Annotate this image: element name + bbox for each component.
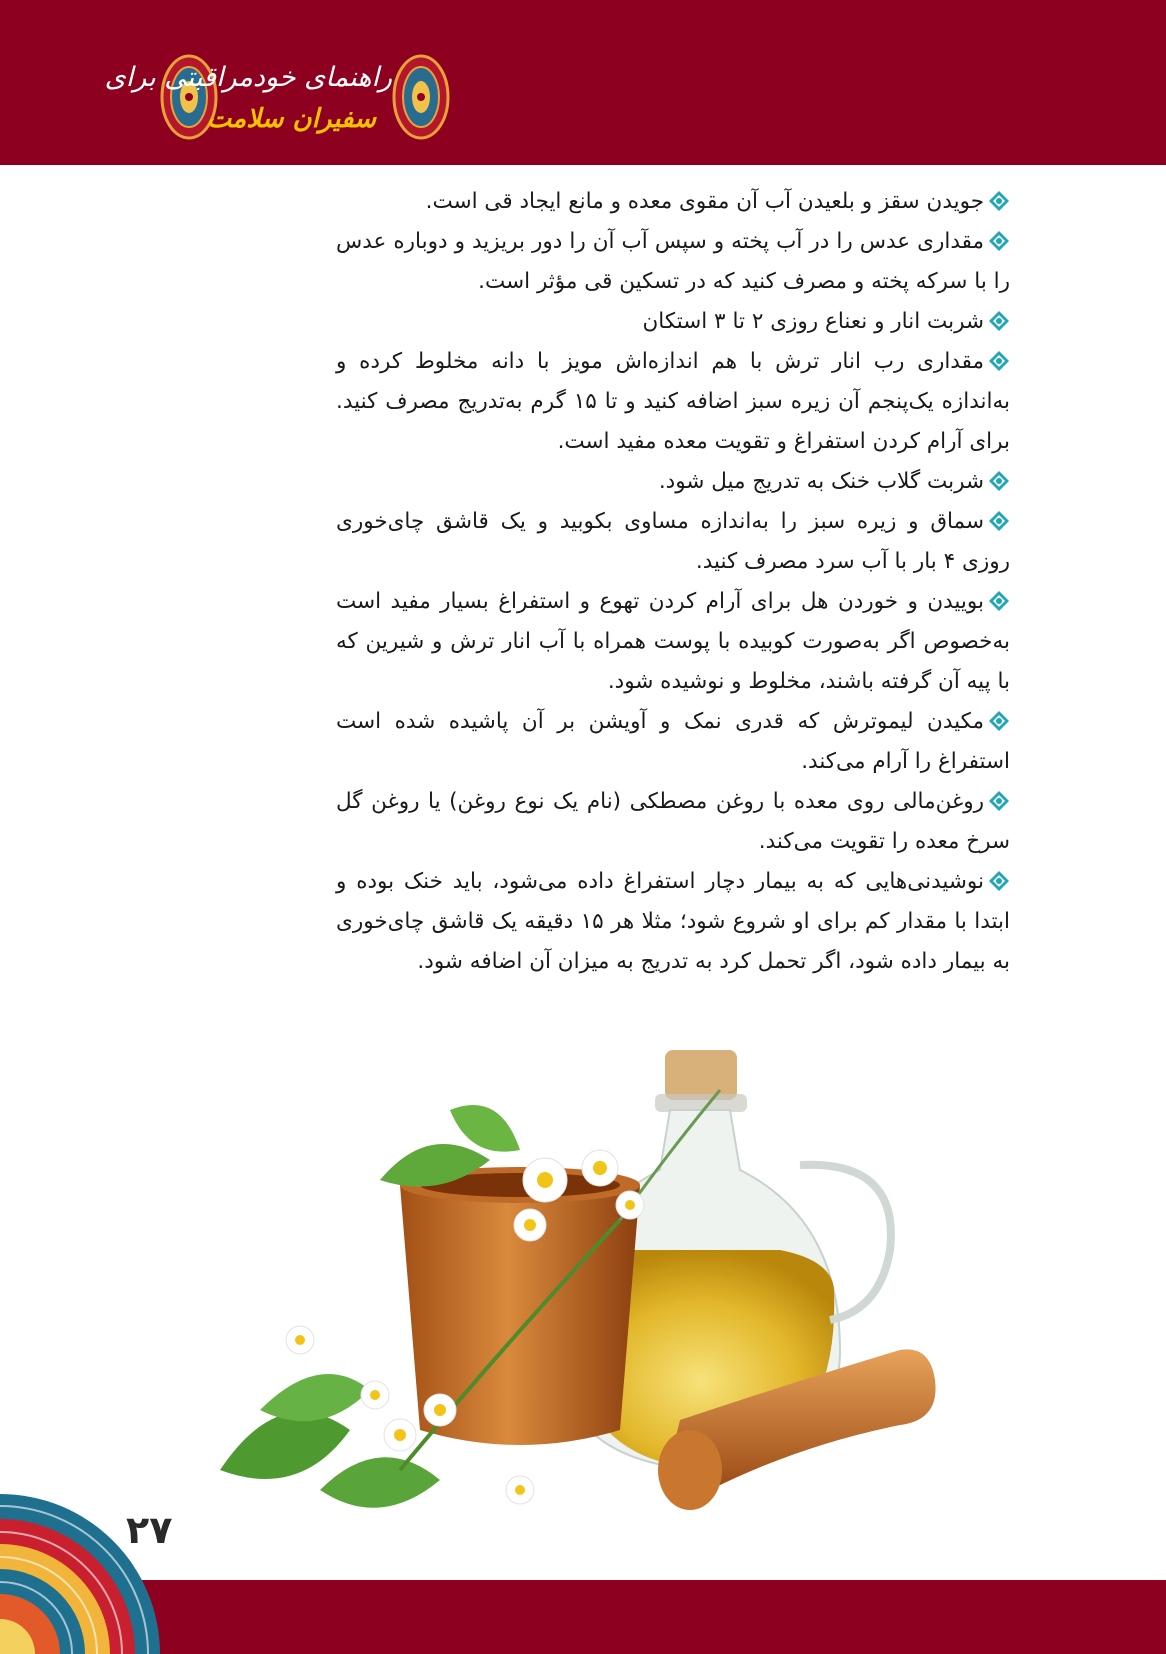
remedy-item [336, 302, 1010, 342]
remedy-item [336, 462, 1010, 502]
remedy-item [336, 702, 1010, 782]
diamond-bullet-icon [988, 190, 1010, 212]
diamond-bullet-icon [988, 470, 1010, 492]
remedy-item [336, 502, 1010, 582]
logo-subtitle: سفیران سلامت [206, 104, 376, 134]
diamond-bullet-icon [988, 710, 1010, 732]
page-number: ۲۷ [126, 1508, 173, 1552]
diamond-bullet-icon [988, 350, 1010, 372]
remedy-text: سماق و زیره سبز را به‌اندازه مساوی بکوبید و یک قاشق چای‌خوری روزی ۴ بار با آب سرد مصرف کنید. [336, 509, 1010, 574]
book-logo [104, 52, 416, 152]
logo-title: راهنمای خودمراقبتی برای [104, 62, 392, 93]
remedy-item [336, 582, 1010, 702]
header-band [0, 0, 1166, 165]
remedy-text: مکیدن لیموترش که قدری نمک و آویشن بر آن پاشیده شده است استفراغ را آرام می‌کند. [336, 709, 1010, 774]
diamond-bullet-icon [988, 870, 1010, 892]
remedy-text: بوییدن و خوردن هل برای آرام کردن تهوع و استفراغ بسیار مفید است به‌خصوص اگر به‌صورت کوبیده با پوست همراه با آب انار ترش و شیرین که با پیه آن گرفته باشند، مخلوط و نوشیده شود. [336, 589, 1010, 694]
remedy-item [336, 782, 1010, 862]
diamond-bullet-icon [988, 510, 1010, 532]
remedy-text: روغن‌مالی روی معده با روغن مصطکی (نام یک نوع روغن) یا روغن گل سرخ معده را تقویت می‌کند. [336, 789, 1010, 854]
remedy-text: مقداری رب انار ترش با هم اندازه‌اش مویز با دانه مخلوط کرده و به‌اندازه یک‌پنجم آن زیره سبز اضافه کنید و تا ۱۵ گرم به‌تدریج مصرف کنید. برای آرام کردن استفراغ و تقویت معده مفید است. [336, 349, 1010, 454]
herbal-remedies-photo [200, 1050, 1000, 1580]
corner-mandala-icon [0, 1490, 173, 1654]
diamond-bullet-icon [988, 310, 1010, 332]
remedy-item [336, 182, 1010, 222]
remedy-item [336, 222, 1010, 302]
diamond-bullet-icon [988, 590, 1010, 612]
footer-band [0, 1580, 1166, 1654]
logo-medallion-right-icon [392, 54, 450, 140]
diamond-bullet-icon [988, 230, 1010, 252]
remedy-text: شربت گلاب خنک به تدریج میل شود. [658, 469, 984, 494]
remedy-text: نوشیدنی‌هایی که به بیمار دچار استفراغ داده می‌شود، باید خنک بوده و ابتدا با مقدار کم برای او شروع شود؛ مثلا هر ۱۵ دقیقه یک قاشق چای‌خوری به بیمار داده شود، اگر تحمل کرد به تدریج به میزان آن اضافه شود. [336, 869, 1010, 974]
remedy-list [336, 182, 1010, 982]
diamond-bullet-icon [988, 790, 1010, 812]
remedy-item [336, 862, 1010, 982]
remedy-text: شربت انار و نعناع روزی ۲ تا ۳ استکان [642, 309, 984, 334]
remedy-text: جویدن سقز و بلعیدن آب آن مقوی معده و مانع ایجاد قی است. [425, 189, 984, 214]
remedy-text: مقداری عدس را در آب پخته و سپس آب آن را دور بریزید و دوباره عدس را با سرکه پخته و مصرف کنید که در تسکین قی مؤثر است. [336, 229, 1010, 294]
remedy-item [336, 342, 1010, 462]
